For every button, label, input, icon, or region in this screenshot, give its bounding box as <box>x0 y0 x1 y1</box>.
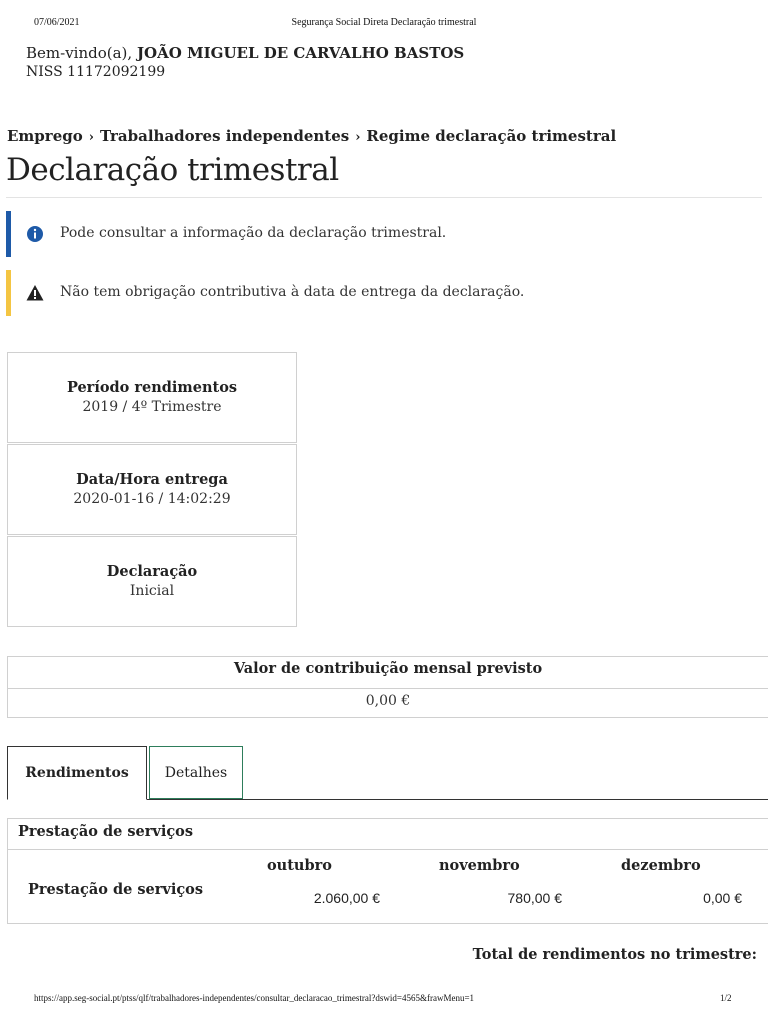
breadcrumb-item-emprego[interactable]: Emprego <box>7 127 83 145</box>
tab-rendimentos[interactable]: Rendimentos <box>7 746 147 800</box>
user-niss: NISS 11172092199 <box>26 64 166 80</box>
card-periodo <box>7 352 297 443</box>
print-date: 07/06/2021 <box>34 17 80 28</box>
card-label: Declaração <box>106 563 198 580</box>
month-header-outubro: outubro <box>267 857 332 874</box>
print-page-number: 1/2 <box>720 993 732 1003</box>
total-label: Total de rendimentos no trimestre: <box>472 946 757 963</box>
page-title: Declaração trimestral <box>6 152 339 188</box>
title-divider <box>6 197 762 198</box>
breadcrumb-item-trabalhadores[interactable]: Trabalhadores independentes <box>99 127 350 145</box>
info-alert <box>6 211 706 257</box>
card-value: 2020-01-16 / 14:02:29 <box>73 491 231 507</box>
card-value: Inicial <box>129 583 175 599</box>
warning-alert-text: Não tem obrigação contributiva à data de entrega da declaração. <box>60 284 525 300</box>
amount-novembro: 780,00 € <box>507 890 562 906</box>
contribution-box <box>7 656 768 718</box>
card-value: 2019 / 4º Trimestre <box>82 399 222 415</box>
month-header-novembro: novembro <box>439 857 520 874</box>
tab-detalhes[interactable]: Detalhes <box>149 746 243 799</box>
contribution-label: Valor de contribuição mensal previsto <box>8 657 768 689</box>
income-section <box>7 818 768 924</box>
contribution-value: 0,00 € <box>365 693 411 709</box>
user-name: JOÃO MIGUEL DE CARVALHO BASTOS <box>136 44 465 62</box>
print-url: https://app.seg-social.pt/ptss/qlf/trabalhadores-independentes/consultar_declaracao_trimestral?dswid=4565&frawMenu=1 <box>34 993 475 1003</box>
card-label: Período rendimentos <box>66 379 238 396</box>
info-alert-text: Pode consultar a informação da declaração trimestral. <box>60 225 447 241</box>
card-label: Data/Hora entrega <box>76 471 228 488</box>
welcome-line <box>26 44 464 62</box>
welcome-prefix: Bem-vindo(a), <box>26 44 133 62</box>
breadcrumb-separator: › <box>355 130 361 145</box>
amount-outubro: 2.060,00 € <box>313 890 380 906</box>
info-icon <box>26 225 44 243</box>
breadcrumb <box>7 127 616 145</box>
amount-dezembro: 0,00 € <box>703 890 742 906</box>
tab-bar <box>7 746 768 800</box>
month-header-dezembro: dezembro <box>621 857 701 874</box>
warning-alert <box>6 270 706 316</box>
warning-icon <box>26 284 44 302</box>
print-title: Segurança Social Direta Declaração trimestral <box>291 17 477 28</box>
card-data-hora <box>7 444 297 535</box>
breadcrumb-separator: › <box>88 130 94 145</box>
section-title: Prestação de serviços <box>8 819 768 850</box>
row-label: Prestação de serviços <box>28 881 204 898</box>
info-alert-bar <box>6 211 11 257</box>
breadcrumb-item-regime: Regime declaração trimestral <box>366 127 617 145</box>
warning-alert-bar <box>6 270 11 316</box>
card-declaracao <box>7 536 297 627</box>
